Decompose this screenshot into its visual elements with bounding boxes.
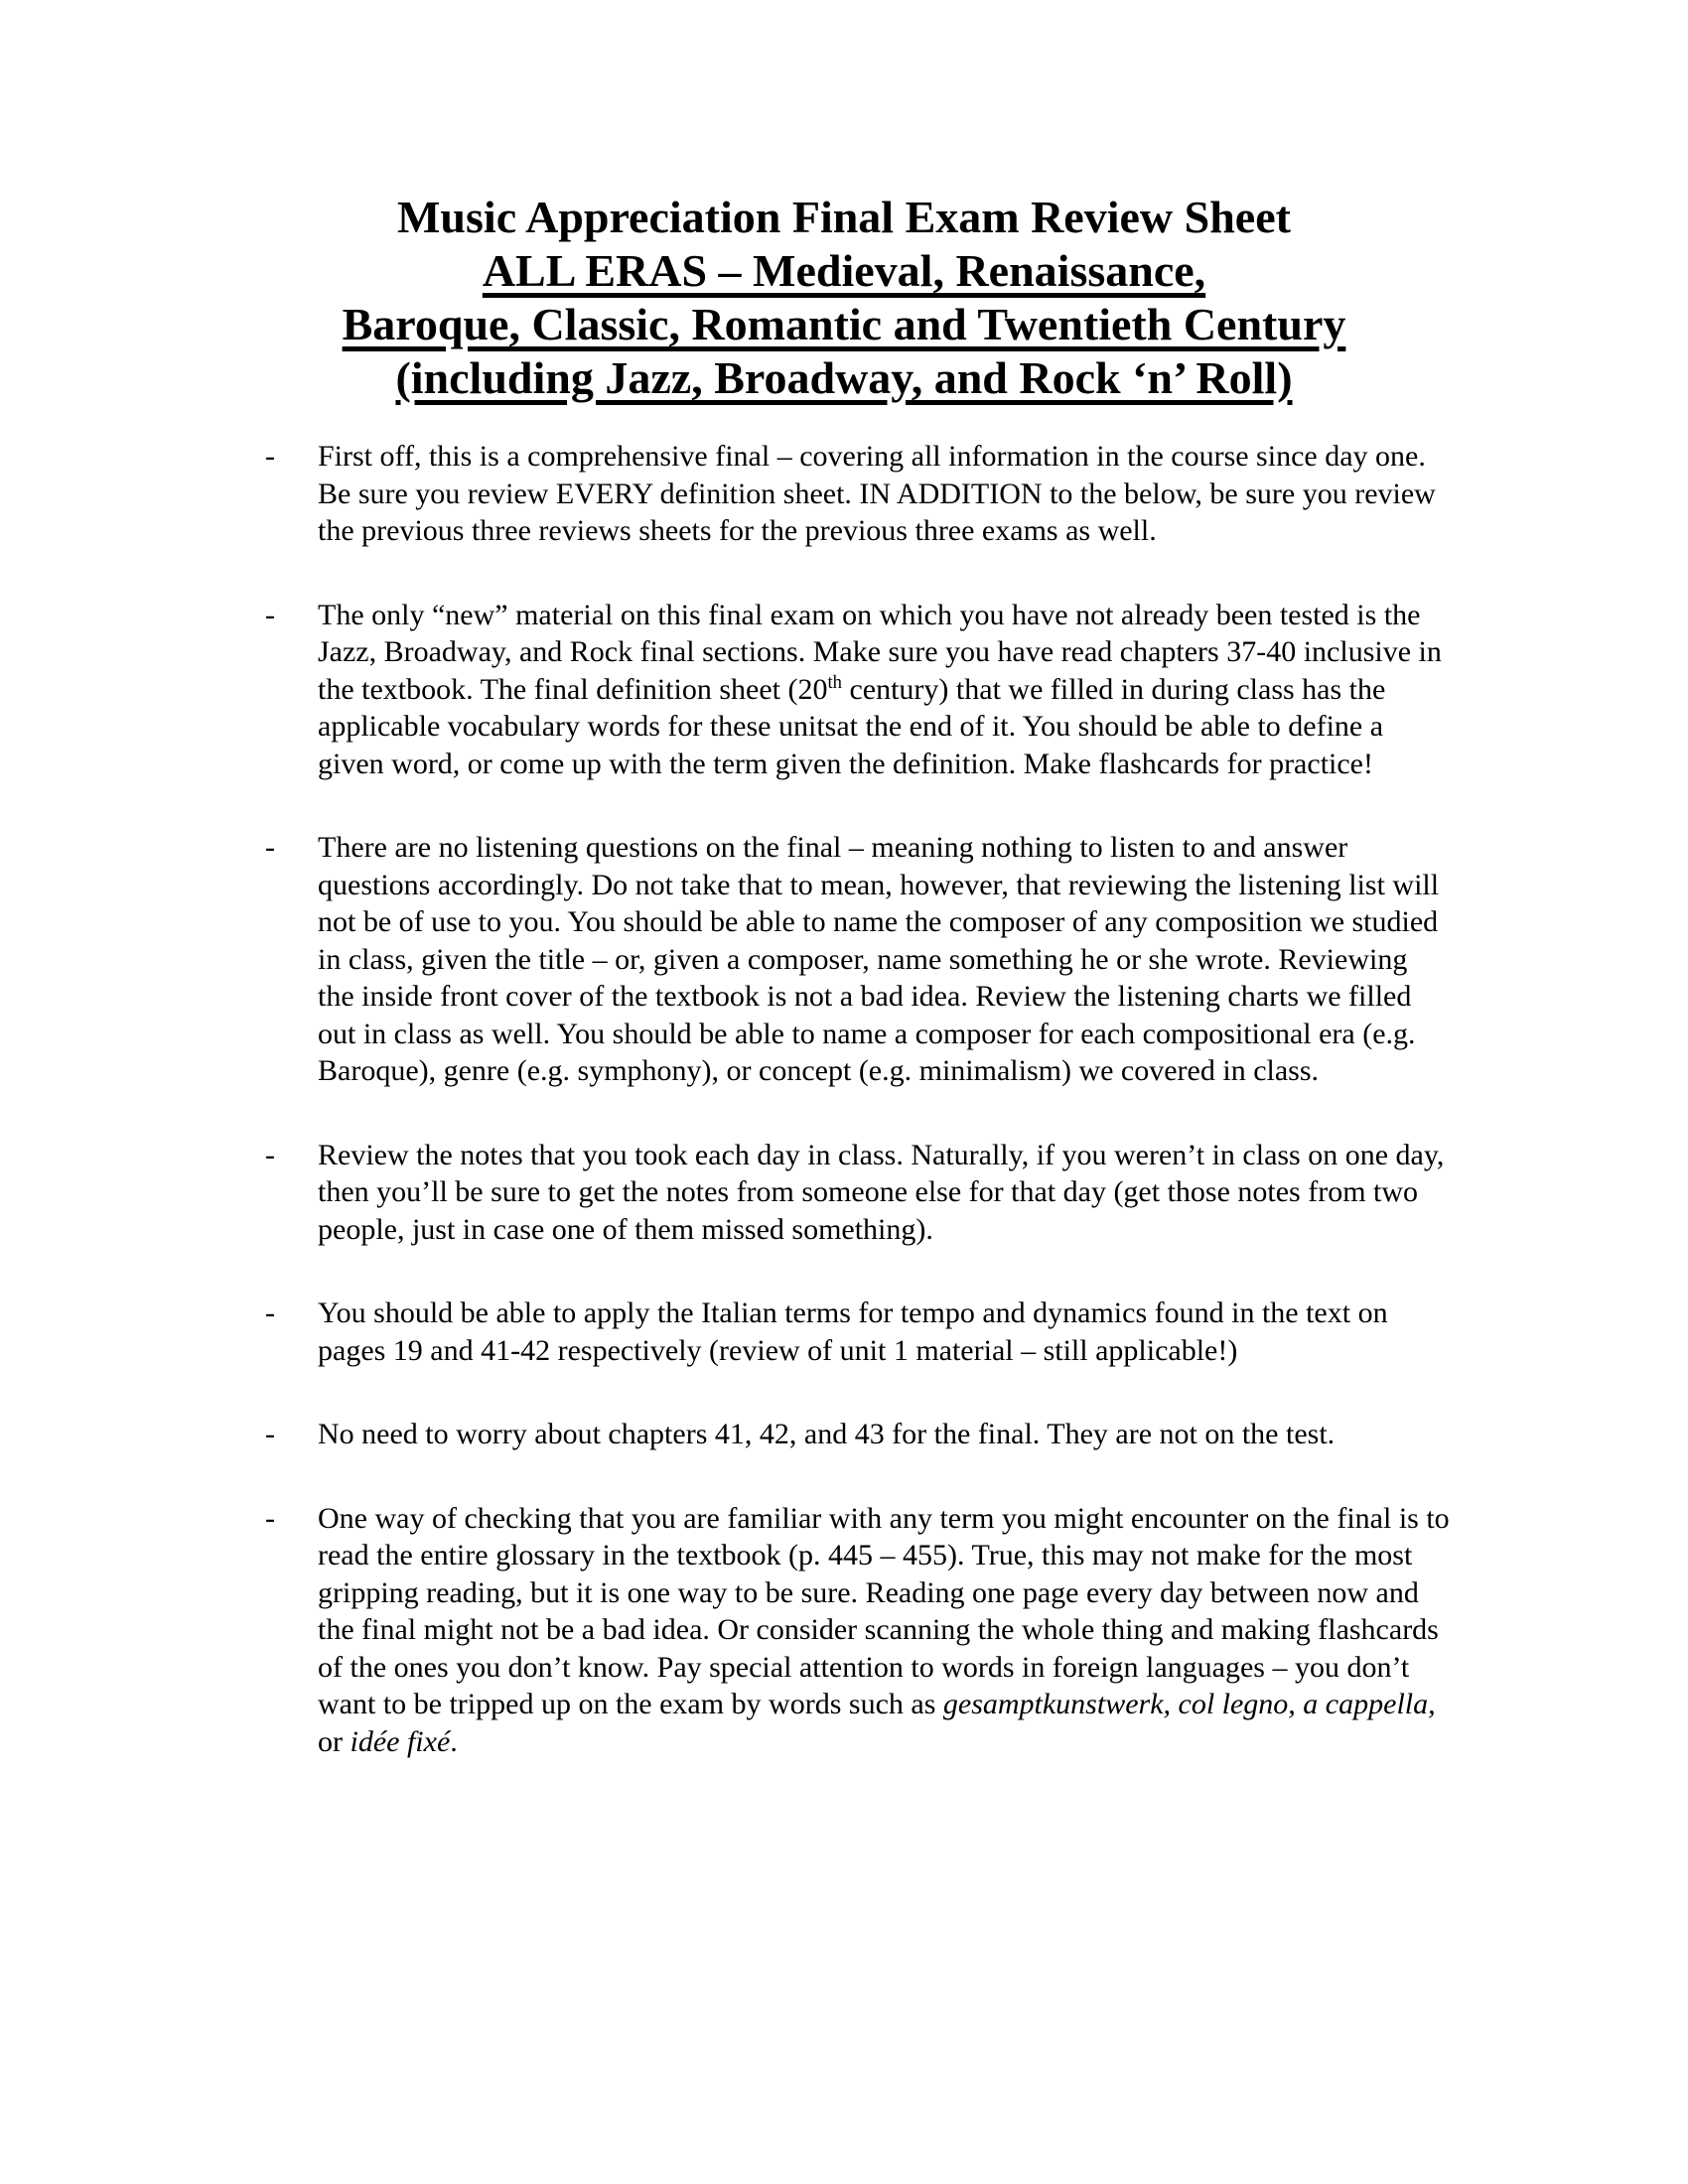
text-segment: The only “new” material on this final exam on which you have not already been tested is the Jazz, Broadway, and Rock final sections. Make sure you have read chapters 37-40 inclusive in the textbook. The final definition sheet (20: [318, 598, 1442, 706]
bullet-text: [318, 597, 1450, 783]
bullet-marker: -: [265, 440, 275, 473]
title-line-2: ALL ERAS – Medieval, Renaissance,: [482, 245, 1206, 296]
text-segment: You should be able to apply the Italian terms for tempo and dynamics found in the text on pages 19 and 41-42 respectively (review of unit 1 material – still applicable!): [318, 1297, 1388, 1367]
bullet-item: [265, 1295, 1457, 1369]
bullet-marker: -: [265, 1501, 275, 1535]
bullet-text: [318, 1416, 1450, 1453]
bullet-item: [265, 438, 1457, 550]
text-segment: There are no listening questions on the final – meaning nothing to listen to and answer questions accordingly. Do not take that to mean, however, that reviewing the listening list will not be of use to you. You should be able to name the composer of any composition we studied in class, given the title – or, given a composer, name something he or she wrote. Reviewing the inside front cover of the textbook is not a bad idea. Review the listening charts we filled out in class as well. You should be able to name a composer for each compositional era (e.g. Baroque), genre (e.g. symphony), or concept (e.g. minimalism) we covered in class.: [318, 831, 1440, 1087]
text-segment: First off, this is a comprehensive final – covering all information in the course since day one. Be sure you review EVERY definition sheet. IN ADDITION to the below, be sure you review the previous three reviews sheets for the previous three exams as well.: [318, 440, 1436, 547]
bullet-marker: -: [265, 831, 275, 864]
title-line-3: Baroque, Classic, Romantic and Twentieth Century: [342, 299, 1346, 349]
text-segment: idée fixé: [350, 1724, 451, 1758]
bullet-item: [265, 829, 1457, 1090]
text-segment: No need to worry about chapters 41, 42, and 43 for the final. They are not on the test.: [318, 1418, 1336, 1450]
bullet-text: [318, 829, 1450, 1090]
bullet-marker: -: [265, 1418, 275, 1450]
bullet-list: [265, 438, 1457, 1760]
bullet-text: [318, 1137, 1450, 1249]
text-segment: gesamptkunstwerk, col legno, a cappella,: [942, 1688, 1436, 1720]
document-title: [0, 191, 1688, 405]
text-segment: century) that we filled in during class has the applicable vocabulary words for these unitsat the end of it. You should be able to define a given word, or come up with the term given the definition. Make flashcards for practice!: [318, 672, 1386, 780]
bullet-item: [265, 1137, 1457, 1249]
title-line-4: (including Jazz, Broadway, and Rock ‘n’ Roll): [395, 352, 1293, 403]
bullet-marker: -: [265, 1297, 275, 1329]
bullet-item: [265, 1500, 1457, 1761]
text-segment: th: [827, 671, 842, 693]
bullet-marker: -: [265, 598, 275, 631]
text-segment: .: [450, 1724, 458, 1758]
bullet-item: [265, 1416, 1457, 1453]
title-line-1: Music Appreciation Final Exam Review Sheet: [397, 192, 1291, 242]
bullet-text: [318, 438, 1450, 550]
text-segment: One way of checking that you are familiar with any term you might encounter on the final is to read the entire glossary in the textbook (p. 445 – 455). True, this may not make for the most gripping reading, but it is one way to be sure. Reading one page every day between now and the final might not be a bad idea. Or consider scanning the whole thing and making flashcards of the ones you don’t know. Pay special attention to words in foreign languages – you don’t want to be tripped up on the exam by words such as: [318, 1501, 1450, 1720]
bullet-item: [265, 597, 1457, 783]
bullet-text: [318, 1500, 1450, 1761]
bullet-marker: -: [265, 1138, 275, 1171]
text-segment: Review the notes that you took each day in class. Naturally, if you weren’t in class on one day, then you’ll be sure to get the notes from someone else for that day (get those notes from two people, just in case one of them missed something).: [318, 1138, 1445, 1246]
bullet-text: [318, 1295, 1450, 1369]
text-segment: or: [318, 1724, 351, 1758]
